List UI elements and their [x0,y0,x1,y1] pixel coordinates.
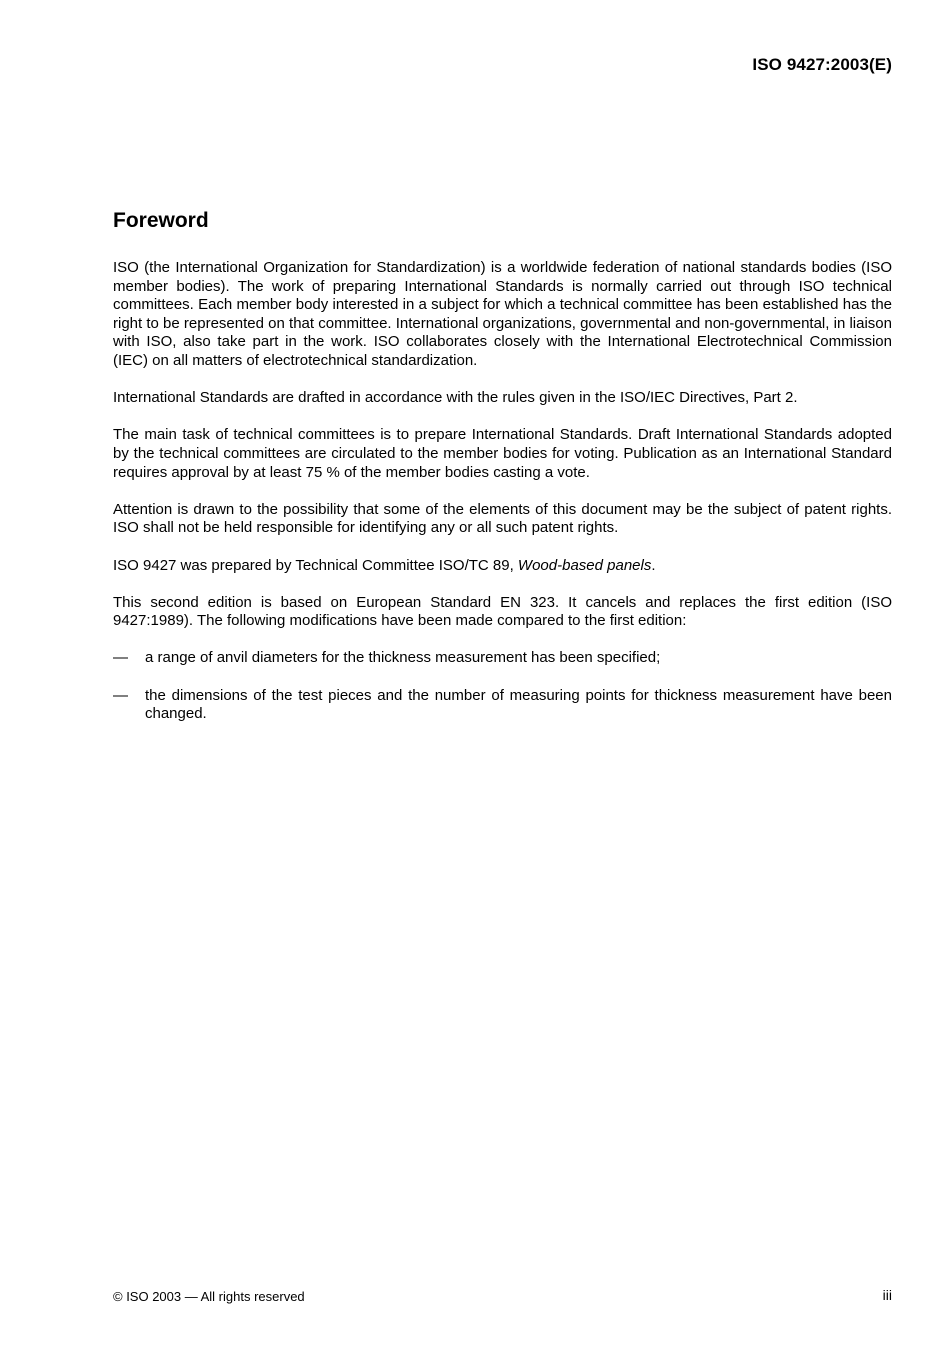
list-item-text: a range of anvil diameters for the thickness measurement has been specified; [145,649,661,667]
paragraph-directives: International Standards are drafted in accordance with the rules given in the ISO/IEC Directives, Part 2. [113,389,798,407]
prepared-by-text: ISO 9427 was prepared by Technical Committee ISO/TC 89, [113,556,518,574]
paragraph-iso-federation: ISO (the International Organization for Standardization) is a worldwide federation of national standards bodies (ISO member bodies). The work of preparing International Standards is normally carried out through ISO technical committees. Each member body interested in a subject for which a technical committee has been established has the right to be represented on that committee. International organizations, governmental and non-governmental, in liaison with ISO, also take part in the work. ISO collaborates closely with the International Electrotechnical Commission (IEC) on all matters of electrotechnical standardization. [113,259,892,369]
list-item [113,687,892,724]
list-item [113,649,892,668]
document-identifier: ISO 9427:2003(E) [752,55,892,74]
foreword-body [113,259,892,742]
paragraph-second-edition: This second edition is based on European Standard EN 323. It cancels and replaces the first edition (ISO 9427:1989). The following modifications have been made compared to the first edition: [113,593,892,630]
list-item-text: the dimensions of the test pieces and the number of measuring points for thickness measurement have been changed. [145,686,892,723]
copyright-notice: © ISO 2003 — All rights reserved [113,1289,305,1304]
committee-title: Wood-based panels [517,556,652,574]
paragraph-prepared-by [113,557,892,576]
paragraph-patent-rights: Attention is drawn to the possibility that some of the elements of this document may be the subject of patent rights. ISO shall not be held responsible for identifying any or all such patent rights. [113,500,892,537]
paragraph-main-task: The main task of technical committees is to prepare International Standards. Draft International Standards adopted by the technical committees are circulated to the member bodies for voting. Publication as an International Standard requires approval by at least 75 % of the member bodies casting a vote. [113,426,892,481]
dash-bullet: — [113,649,128,667]
page-title: Foreword [113,209,209,232]
modifications-list [113,649,892,723]
page-number: iii [882,1287,892,1303]
prepared-by-period: . [651,556,656,574]
dash-bullet: — [113,686,128,704]
